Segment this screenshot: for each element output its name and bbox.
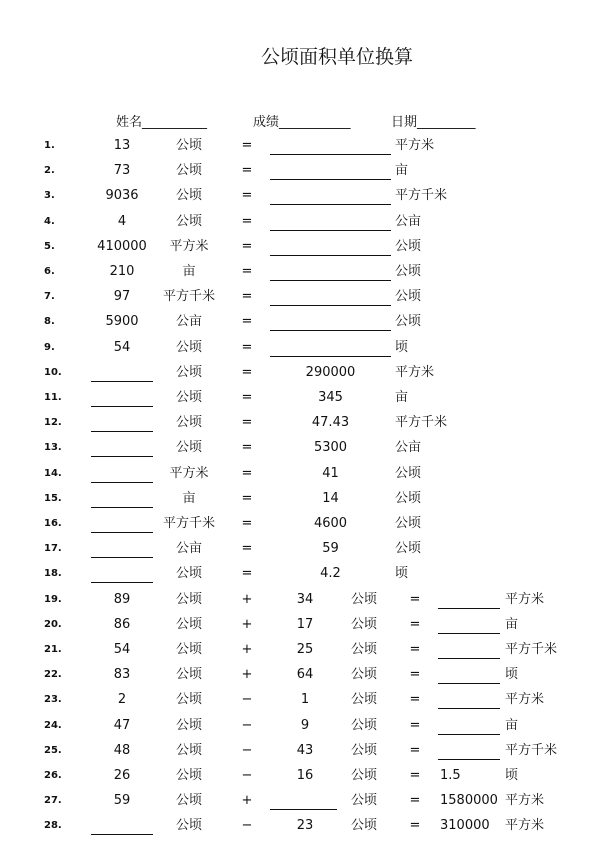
operator: = <box>241 516 253 531</box>
operator: = <box>241 213 253 229</box>
unit-left: 公顷 <box>175 138 202 153</box>
unit-left: 亩 <box>182 264 196 279</box>
unit-result: 平方米 <box>505 818 545 834</box>
operator: + <box>241 591 253 607</box>
operator: = <box>241 264 253 279</box>
value-right: 4600 <box>313 516 348 531</box>
value-middle: 23 <box>296 818 314 834</box>
unit-middle: 公顷 <box>350 793 377 809</box>
unit-middle: 公顷 <box>350 692 377 708</box>
answer-blank-left[interactable] <box>91 507 153 508</box>
operator: = <box>241 188 253 204</box>
unit-result: 亩 <box>505 717 519 733</box>
problem-row <box>0 410 604 435</box>
operator: − <box>241 692 253 708</box>
operator: + <box>241 642 253 657</box>
answer-blank-right[interactable] <box>270 179 391 180</box>
operator: + <box>241 667 253 683</box>
answer-blank-right[interactable] <box>270 154 391 155</box>
value-left: 4 <box>117 213 127 229</box>
value-middle: 16 <box>296 768 314 783</box>
problem-row <box>0 234 604 259</box>
problem-number: 22. <box>44 669 62 681</box>
problem-number: 19. <box>44 593 62 605</box>
operator: − <box>241 818 253 834</box>
value-result: 1580000 <box>440 793 498 809</box>
answer-blank-result[interactable] <box>438 759 500 760</box>
problem-number: 2. <box>44 165 55 177</box>
answer-blank-right[interactable] <box>270 230 391 231</box>
unit-left: 公顷 <box>175 415 202 431</box>
operator: = <box>241 238 253 254</box>
problem-row <box>0 687 604 712</box>
unit-left: 公顷 <box>175 339 202 355</box>
problem-row <box>0 511 604 536</box>
unit-left: 公顷 <box>175 213 202 229</box>
unit-middle: 公顷 <box>350 616 377 632</box>
operator: + <box>241 616 253 632</box>
answer-blank-result[interactable] <box>438 734 500 735</box>
unit-result: 亩 <box>505 616 519 632</box>
unit-right: 平方米 <box>395 364 435 380</box>
unit-right: 公顷 <box>395 264 422 279</box>
value-left: 54 <box>113 642 131 657</box>
problem-number: 15. <box>44 492 62 504</box>
unit-middle: 公顷 <box>350 667 377 683</box>
unit-left: 公顷 <box>175 163 202 179</box>
unit-right: 平方千米 <box>395 415 448 431</box>
problem-number: 27. <box>44 795 62 807</box>
problem-row <box>0 637 604 662</box>
answer-blank-left[interactable] <box>91 834 153 835</box>
problem-row <box>0 435 604 460</box>
problem-number: 14. <box>44 467 62 479</box>
operator: = <box>241 390 253 405</box>
unit-right: 公顷 <box>395 516 422 531</box>
unit-middle: 公顷 <box>350 818 377 834</box>
value-middle: 9 <box>300 717 310 733</box>
problem-number: 16. <box>44 518 62 529</box>
value-right: 41 <box>322 465 339 481</box>
score-field[interactable]: 成绩___________ <box>253 115 351 130</box>
equals-sign: = <box>409 667 421 683</box>
unit-left: 公顷 <box>175 742 202 758</box>
problem-row <box>0 788 604 813</box>
unit-result: 顷 <box>505 667 519 683</box>
answer-blank-left[interactable] <box>91 456 153 457</box>
answer-blank-right[interactable] <box>270 356 391 357</box>
answer-blank-result[interactable] <box>438 708 500 709</box>
unit-left: 平方千米 <box>162 516 215 531</box>
problem-number: 9. <box>44 341 55 353</box>
problem-row <box>0 486 604 511</box>
problem-row <box>0 612 604 637</box>
unit-result: 顷 <box>505 768 519 783</box>
value-right: 345 <box>318 390 343 405</box>
equals-sign: = <box>409 616 421 632</box>
problem-row <box>0 813 604 838</box>
value-left: 97 <box>113 289 131 305</box>
problem-row <box>0 461 604 486</box>
problem-row <box>0 713 604 738</box>
operator: = <box>241 440 253 456</box>
value-left: 5900 <box>105 314 139 330</box>
equals-sign: = <box>409 818 421 834</box>
operator: − <box>241 768 253 783</box>
problem-row <box>0 259 604 284</box>
unit-left: 公顷 <box>175 768 202 783</box>
operator: = <box>241 339 253 355</box>
operator: = <box>241 364 253 380</box>
problem-row <box>0 133 604 158</box>
value-left: 86 <box>113 616 131 632</box>
problem-row <box>0 738 604 763</box>
problem-number: 1. <box>44 140 55 151</box>
value-right: 14 <box>322 490 339 506</box>
value-left: 48 <box>113 742 131 758</box>
answer-blank-left[interactable] <box>91 582 153 583</box>
unit-left: 公顷 <box>175 390 202 405</box>
value-middle: 25 <box>296 642 314 657</box>
value-left: 210 <box>109 264 135 279</box>
problem-row <box>0 385 604 410</box>
problem-row <box>0 561 604 586</box>
operator: = <box>241 163 253 179</box>
answer-blank-left[interactable] <box>91 557 153 558</box>
problem-number: 24. <box>44 719 62 731</box>
problem-row <box>0 536 604 561</box>
answer-blank-result[interactable] <box>438 683 500 684</box>
problem-row <box>0 662 604 687</box>
value-left: 9036 <box>105 188 139 204</box>
problem-number: 3. <box>44 190 55 202</box>
date-field[interactable]: 日期_________ <box>391 115 476 130</box>
unit-left: 公顷 <box>175 717 202 733</box>
problem-row <box>0 360 604 385</box>
value-right: 4.2 <box>320 566 341 582</box>
answer-blank-left[interactable] <box>91 406 153 407</box>
answer-blank-left[interactable] <box>91 381 153 382</box>
unit-left: 公顷 <box>175 440 202 456</box>
value-left: 47 <box>113 717 131 733</box>
unit-result: 平方千米 <box>505 742 558 758</box>
value-right: 47.43 <box>311 415 350 431</box>
answer-blank-right[interactable] <box>270 280 391 281</box>
unit-right: 公顷 <box>395 490 422 506</box>
unit-middle: 公顷 <box>350 742 377 758</box>
problem-number: 7. <box>44 291 55 303</box>
problem-row <box>0 587 604 612</box>
answer-blank-left[interactable] <box>91 532 153 533</box>
unit-left: 公顷 <box>175 793 202 809</box>
unit-middle: 公顷 <box>350 768 377 783</box>
unit-right: 顷 <box>395 566 409 582</box>
operator: + <box>241 793 253 809</box>
answer-blank-left[interactable] <box>91 482 153 483</box>
problem-row <box>0 284 604 309</box>
problem-number: 20. <box>44 618 62 630</box>
unit-left: 平方千米 <box>162 289 215 305</box>
operator: = <box>241 566 253 582</box>
answer-blank-right[interactable] <box>270 330 391 331</box>
problem-number: 23. <box>44 694 62 706</box>
problem-number: 6. <box>44 266 55 277</box>
value-left: 83 <box>113 667 131 683</box>
value-left: 59 <box>113 793 131 809</box>
unit-middle: 公顷 <box>350 642 377 657</box>
unit-left: 公顷 <box>175 692 202 708</box>
unit-right: 公亩 <box>395 213 422 229</box>
value-middle: 17 <box>296 616 314 632</box>
problem-number: 21. <box>44 644 62 655</box>
unit-left: 公顷 <box>175 364 202 380</box>
unit-left: 公顷 <box>175 616 202 632</box>
unit-left: 公顷 <box>175 566 202 582</box>
problem-number: 26. <box>44 770 62 781</box>
problem-number: 18. <box>44 568 62 580</box>
problem-row <box>0 335 604 360</box>
problem-number: 28. <box>44 820 62 832</box>
value-right: 5300 <box>313 440 348 456</box>
value-middle: 64 <box>296 667 314 683</box>
answer-blank-right[interactable] <box>270 204 391 205</box>
operator: = <box>241 314 253 330</box>
unit-right: 公顷 <box>395 238 422 254</box>
unit-right: 公亩 <box>395 440 422 456</box>
equals-sign: = <box>409 742 421 758</box>
operator: = <box>241 465 253 481</box>
problem-number: 17. <box>44 543 62 555</box>
equals-sign: = <box>409 692 421 708</box>
answer-blank-left[interactable] <box>91 431 153 432</box>
value-left: 89 <box>113 591 131 607</box>
problem-row <box>0 763 604 788</box>
unit-right: 亩 <box>395 390 409 405</box>
equals-sign: = <box>409 768 421 783</box>
value-result: 310000 <box>440 818 490 834</box>
operator: = <box>241 541 253 557</box>
unit-middle: 公顷 <box>350 717 377 733</box>
answer-blank-right[interactable] <box>270 255 391 256</box>
equals-sign: = <box>409 591 421 607</box>
value-right: 290000 <box>305 364 356 380</box>
unit-left: 公顷 <box>175 188 202 204</box>
unit-right: 平方千米 <box>395 188 448 204</box>
operator: = <box>241 289 253 305</box>
unit-right: 公顷 <box>395 465 422 481</box>
unit-right: 亩 <box>395 163 409 179</box>
unit-left: 平方米 <box>169 238 209 254</box>
operator: − <box>241 742 253 758</box>
value-left: 410000 <box>97 238 147 254</box>
unit-result: 平方米 <box>505 793 545 809</box>
problem-row <box>0 209 604 234</box>
equals-sign: = <box>409 642 421 657</box>
unit-left: 亩 <box>182 490 196 506</box>
unit-left: 公顷 <box>175 667 202 683</box>
unit-left: 公顷 <box>175 818 202 834</box>
value-left: 54 <box>113 339 131 355</box>
operator: − <box>241 717 253 733</box>
value-middle: 43 <box>296 742 314 758</box>
problem-number: 4. <box>44 215 55 227</box>
unit-left: 平方米 <box>169 465 209 481</box>
answer-blank-middle[interactable] <box>270 809 337 810</box>
problem-row <box>0 183 604 208</box>
problem-number: 8. <box>44 316 55 328</box>
problem-number: 12. <box>44 417 62 429</box>
answer-blank-result[interactable] <box>438 633 500 634</box>
unit-left: 公亩 <box>175 541 202 557</box>
unit-result: 平方米 <box>505 692 545 708</box>
value-right: 59 <box>322 541 339 557</box>
answer-blank-result[interactable] <box>438 658 500 659</box>
equals-sign: = <box>409 717 421 733</box>
unit-left: 公顷 <box>175 591 202 607</box>
problem-row <box>0 158 604 183</box>
unit-result: 平方千米 <box>505 642 558 657</box>
value-result: 1.5 <box>440 768 461 783</box>
unit-middle: 公顷 <box>350 591 377 607</box>
value-middle: 1 <box>300 692 310 708</box>
value-left: 73 <box>113 163 131 179</box>
unit-right: 公顷 <box>395 289 422 305</box>
problem-number: 25. <box>44 744 62 756</box>
problem-number: 13. <box>44 442 62 454</box>
value-left: 2 <box>117 692 127 708</box>
problem-row <box>0 309 604 334</box>
name-field[interactable]: 姓名__________ <box>116 115 208 130</box>
unit-right: 公顷 <box>395 314 422 330</box>
unit-right: 公顷 <box>395 541 422 557</box>
unit-result: 平方米 <box>505 591 545 607</box>
page-title: 公顷面积单位换算 <box>260 46 413 68</box>
value-left: 13 <box>113 138 131 153</box>
value-middle: 34 <box>296 591 314 607</box>
operator: = <box>241 415 253 431</box>
operator: = <box>241 138 253 153</box>
equals-sign: = <box>409 793 421 809</box>
problem-number: 10. <box>44 366 62 378</box>
value-left: 26 <box>113 768 131 783</box>
unit-left: 公顷 <box>175 642 202 657</box>
operator: = <box>241 490 253 506</box>
answer-blank-result[interactable] <box>438 608 500 609</box>
problem-number: 5. <box>44 240 55 252</box>
answer-blank-right[interactable] <box>270 305 391 306</box>
unit-right: 顷 <box>395 339 409 355</box>
unit-left: 公亩 <box>175 314 202 330</box>
problem-number: 11. <box>44 392 62 403</box>
unit-right: 平方米 <box>395 138 435 153</box>
